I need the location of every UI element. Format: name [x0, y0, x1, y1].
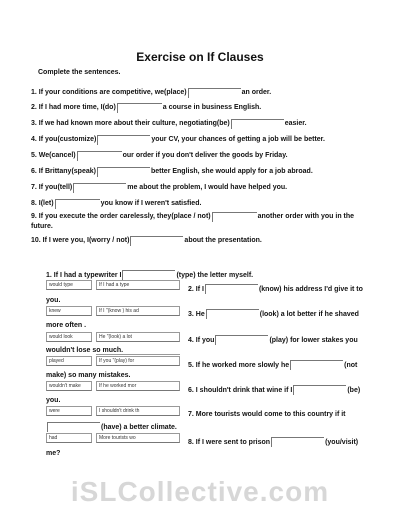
ex2-line-1: 1. If I had a typewriter I (type) the letter myself.: [46, 272, 254, 279]
answer-blank-8[interactable]: [55, 199, 100, 209]
answer-blank-3[interactable]: [231, 119, 284, 129]
ex2-line-2: 2. If I (know) his address I'd give it to: [188, 286, 363, 293]
answer-blank-10[interactable]: [130, 236, 183, 246]
option-tile[interactable]: would type: [46, 280, 92, 290]
option-tile[interactable]: were: [46, 406, 92, 416]
ex2-answer-2[interactable]: [205, 284, 258, 294]
option-tile[interactable]: knew: [46, 306, 92, 316]
option-tile[interactable]: If you "(play) for: [96, 356, 180, 366]
option-tile[interactable]: More tourists wo: [96, 433, 180, 443]
ex2-line-13: (have) a better climate.: [46, 422, 177, 432]
answer-blank-6[interactable]: [97, 167, 150, 177]
option-tile[interactable]: had: [46, 433, 92, 443]
question-3: 3. If we had known more about their culture, negotiating(be) easier.: [31, 120, 307, 127]
ex2-line-12: 7. More tourists would come to this country if it: [188, 411, 346, 418]
answer-blank-5[interactable]: [77, 151, 122, 161]
question-10: 10. If I were you, I(worry / not) about the presentation.: [31, 237, 262, 244]
page-title: Exercise on If Clauses: [136, 50, 264, 64]
question-4: 4. If you(customize) your CV, your chances of getting a job will be better.: [31, 136, 325, 143]
ex2-answer-6[interactable]: [293, 385, 346, 395]
ex2-line-15: me?: [46, 450, 61, 457]
answer-blank-7[interactable]: [73, 183, 126, 193]
ex2-answer-4[interactable]: [215, 335, 268, 345]
question-6: 6. If Brittany(speak) better English, she would apply for a job abroad.: [31, 168, 313, 175]
ex2-line-5: more often .: [46, 322, 87, 329]
option-tile[interactable]: If I had a type: [96, 280, 180, 290]
option-tile[interactable]: I shouldn't drink th: [96, 406, 180, 416]
ex2-line-9: make) so many mistakes.: [46, 372, 131, 379]
question-7: 7. If you(tell) me about the problem, I would have helped you.: [31, 184, 288, 191]
question-8: 8. I(let) you know if I weren't satisfied.: [31, 200, 202, 207]
answer-blank-9[interactable]: [212, 212, 257, 222]
question-2: 2. If I had more time, I(do) a course in business English.: [31, 104, 262, 111]
option-tile[interactable]: If he worked mor: [96, 381, 180, 391]
option-tile[interactable]: He "(look) a lot: [96, 332, 180, 342]
answer-blank-4[interactable]: [97, 135, 150, 145]
watermark-logo: iSLCollective.com: [70, 476, 330, 507]
option-tile[interactable]: played: [46, 356, 92, 366]
ex2-answer-8[interactable]: [271, 437, 324, 447]
ex2-line-4: 3. He (look) a lot better if he shaved: [188, 311, 359, 318]
ex2-line-8: 5. If he worked more slowly he (not: [188, 362, 358, 369]
divider: [96, 354, 180, 355]
ex2-line-3: you.: [46, 297, 61, 304]
ex2-answer-1[interactable]: [122, 270, 175, 280]
ex2-answer-7[interactable]: [47, 422, 100, 432]
option-tile[interactable]: wouldn't make: [46, 381, 92, 391]
ex2-line-6: 4. If you (play) for lower stakes you: [188, 337, 358, 344]
question-1: 1. If your conditions are competitive, we(place) an order.: [31, 89, 272, 96]
ex2-line-11: you.: [46, 397, 61, 404]
question-9: 9. If you execute the order carelessly, they(place / not) another order with you in the future.: [31, 213, 355, 230]
question-5: 5. We(cancel) our order if you don't deliver the goods by Friday.: [31, 152, 288, 159]
option-tile[interactable]: If I "(know ) his ad: [96, 306, 180, 316]
ex2-line-14: 8. If I were sent to prison (you/visit): [188, 439, 359, 446]
answer-blank-2[interactable]: [117, 103, 162, 113]
instructions: Complete the sentences.: [38, 69, 121, 76]
ex2-line-7: wouldn't lose so much.: [46, 347, 124, 354]
option-tile[interactable]: would look: [46, 332, 92, 342]
ex2-line-10: 6. I shouldn't drink that wine if I (be): [188, 387, 361, 394]
answer-blank-1[interactable]: [188, 88, 241, 98]
ex2-answer-5[interactable]: [290, 360, 343, 370]
ex2-answer-3[interactable]: [206, 309, 259, 319]
